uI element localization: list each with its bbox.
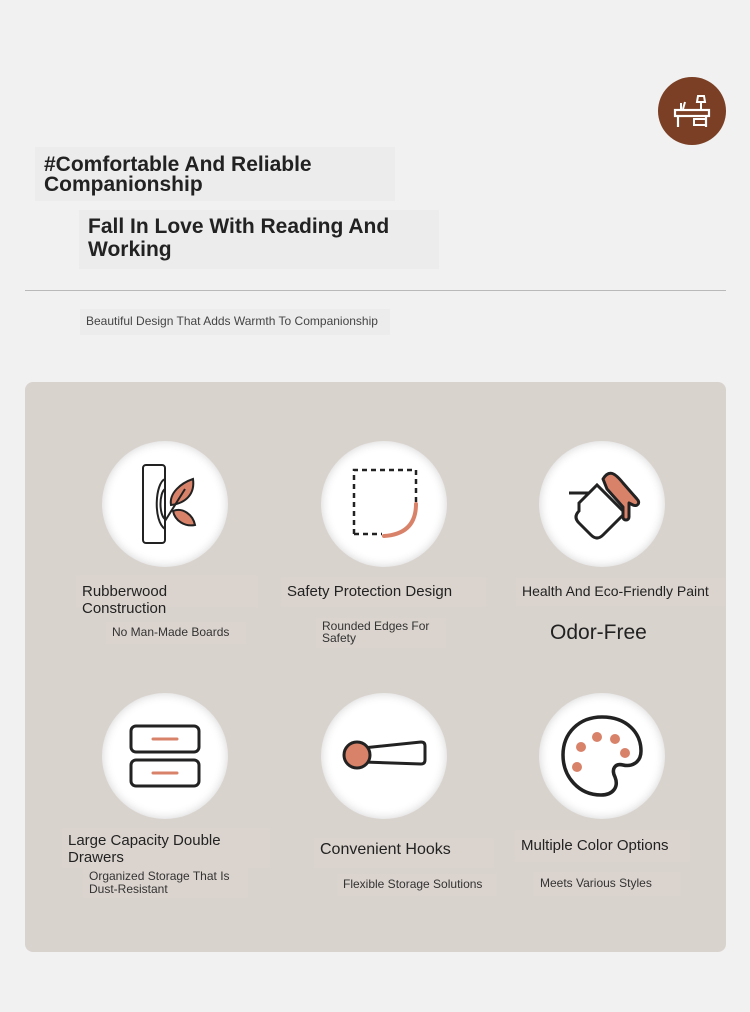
- feature-rubberwood-circle: [102, 441, 228, 567]
- feature-title: Health And Eco-Friendly Paint: [516, 578, 726, 606]
- feature-desc: Meets Various Styles: [533, 872, 681, 896]
- headline-primary: #Comfortable And Reliable Companionship: [35, 147, 395, 201]
- features-panel: [25, 382, 726, 952]
- hook-icon: [339, 736, 429, 776]
- paint-bucket-icon: [557, 459, 647, 549]
- subtitle: Beautiful Design That Adds Warmth To Companionship: [80, 309, 390, 335]
- feature-odor-free: Odor-Free: [550, 621, 647, 644]
- headline-secondary: Fall In Love With Reading And Working: [79, 210, 439, 269]
- wood-leaf-icon: [125, 459, 205, 549]
- palette-icon: [557, 711, 647, 801]
- feature-paint-circle: [539, 441, 665, 567]
- feature-title: Large Capacity Double Drawers: [62, 828, 270, 868]
- feature-desc: Rounded Edges For Safety: [316, 618, 446, 648]
- feature-safety-circle: [321, 441, 447, 567]
- desk-badge: [658, 77, 726, 145]
- feature-title: Rubberwood Construction: [76, 575, 258, 607]
- desk-with-lamp-icon: [672, 93, 712, 129]
- feature-title: Multiple Color Options: [515, 830, 690, 862]
- divider: [25, 290, 726, 291]
- rounded-corner-icon: [344, 464, 424, 544]
- feature-palette-circle: [539, 693, 665, 819]
- feature-drawers-circle: [102, 693, 228, 819]
- feature-hooks-circle: [321, 693, 447, 819]
- feature-desc: Organized Storage That Is Dust-Resistant: [83, 868, 248, 898]
- feature-desc: Flexible Storage Solutions: [337, 874, 497, 896]
- feature-title: Safety Protection Design: [281, 577, 486, 607]
- drawers-icon: [125, 716, 205, 796]
- feature-desc: No Man-Made Boards: [106, 622, 246, 644]
- feature-title: Convenient Hooks: [314, 838, 494, 868]
